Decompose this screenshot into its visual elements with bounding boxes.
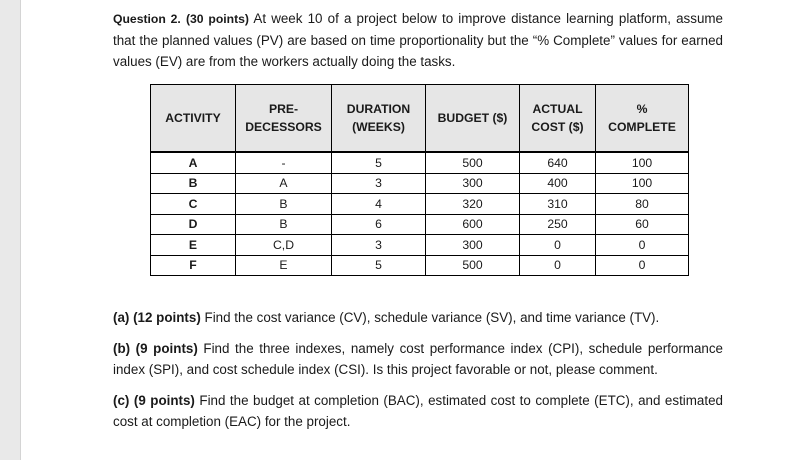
header-actual-cost: ACTUAL COST ($) [520,85,596,153]
cell-percent-complete: 80 [596,194,689,215]
question-points: (30 points) [185,12,249,26]
cell-predecessors: - [236,152,332,173]
cell-activity: A [151,152,236,173]
cell-predecessors: E [236,255,332,276]
cell-budget: 500 [426,255,520,276]
table-row [151,255,689,276]
cell-percent-complete: 100 [596,173,689,194]
table-row [151,152,689,173]
cell-budget: 300 [426,173,520,194]
cell-duration: 3 [332,173,426,194]
left-gutter [0,0,21,460]
part-a-label: (a) (12 points) [113,310,201,325]
table-row [151,235,689,256]
cell-actual-cost: 0 [520,235,596,256]
cell-predecessors: B [236,214,332,235]
cell-actual-cost: 640 [520,152,596,173]
cell-actual-cost: 0 [520,255,596,276]
cell-predecessors: C,D [236,235,332,256]
part-a-text: Find the cost variance (CV), schedule variance (SV), and time variance (TV). [200,310,660,325]
cell-actual-cost: 310 [520,194,596,215]
part-c-paragraph [113,390,723,432]
cell-duration: 3 [332,235,426,256]
table-row [151,173,689,194]
cell-activity: E [151,235,236,256]
question-intro [113,8,723,72]
cell-budget: 300 [426,235,520,256]
cell-activity: B [151,173,236,194]
header-budget: BUDGET ($) [426,85,520,153]
table-row [151,214,689,235]
question-paragraph [113,8,723,72]
cell-activity: D [151,214,236,235]
cell-duration: 4 [332,194,426,215]
header-percent-complete: % COMPLETE [596,85,689,153]
part-c-label: (c) (9 points) [113,393,195,408]
cell-budget: 500 [426,152,520,173]
cell-budget: 600 [426,214,520,235]
part-c-text: Find the budget at completion (BAC), estimated cost to complete (ETC), and estimated cost at completion (EAC) for the project. [113,393,723,429]
cell-predecessors: A [236,173,332,194]
part-a-paragraph [113,307,723,328]
question-label: Question 2. [113,12,181,26]
part-b-label: (b) (9 points) [113,341,198,356]
cell-percent-complete: 100 [596,152,689,173]
header-duration: DURATION (WEEKS) [332,85,426,153]
header-predecessors: PRE- DECESSORS [236,85,332,153]
table-header-row [151,85,689,153]
header-activity: ACTIVITY [151,85,236,153]
cell-duration: 6 [332,214,426,235]
cell-predecessors: B [236,194,332,215]
part-a [113,307,723,328]
cell-percent-complete: 0 [596,255,689,276]
part-b-paragraph [113,338,723,380]
cell-activity: F [151,255,236,276]
cell-percent-complete: 0 [596,235,689,256]
cell-percent-complete: 60 [596,214,689,235]
cell-actual-cost: 400 [520,173,596,194]
cell-activity: C [151,194,236,215]
part-b-text: Find the three indexes, namely cost performance index (CPI), schedule performance index (SPI), and cost schedule index (CSI). Is this project favorable or not, please comment. [113,341,723,377]
cell-actual-cost: 250 [520,214,596,235]
part-b [113,338,723,380]
cell-budget: 320 [426,194,520,215]
activity-table [150,84,689,276]
cell-duration: 5 [332,152,426,173]
cell-duration: 5 [332,255,426,276]
table-row [151,194,689,215]
part-c [113,390,723,432]
question-text: At week 10 of a project below to improve distance learning platform, assume that the planned values (PV) are based on time proportionality but the “% Complete” values for earned values (EV) are from the workers actually doing the tasks. [113,11,723,69]
